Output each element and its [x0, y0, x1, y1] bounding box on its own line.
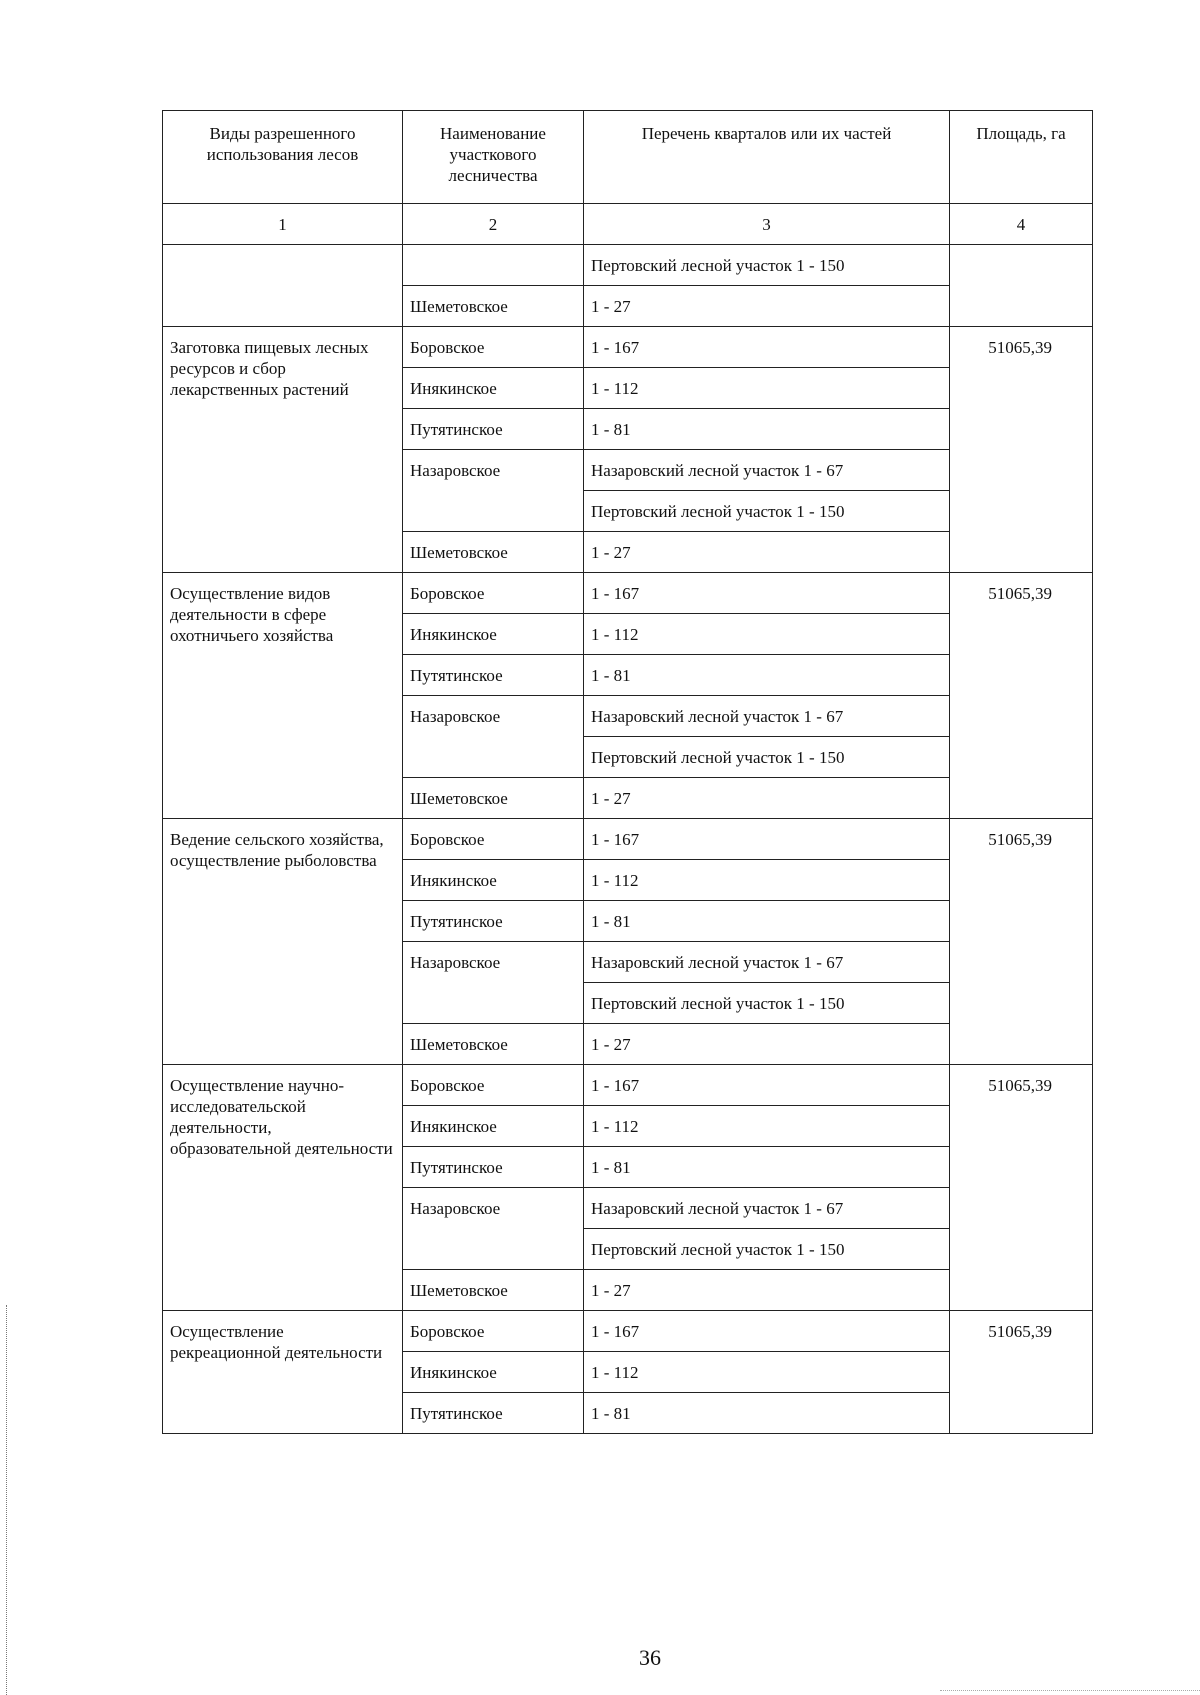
forestry-cell: Шеметовское: [403, 532, 584, 573]
quarters-cell: Пертовский лесной участок 1 - 150: [584, 245, 950, 286]
table-row: [163, 327, 1093, 368]
quarters-cell: 1 - 27: [584, 778, 950, 819]
quarters-cell: 1 - 27: [584, 286, 950, 327]
quarters-cell: 1 - 112: [584, 1352, 950, 1393]
quarters-cell: 1 - 81: [584, 1147, 950, 1188]
quarters-cell: 1 - 167: [584, 1311, 950, 1352]
column-number: 3: [584, 204, 950, 245]
quarters-cell: 1 - 27: [584, 1024, 950, 1065]
forestry-cell: Путятинское: [403, 1393, 584, 1434]
use-type-cell: Заготовка пищевых лесных ресурсов и сбор лекарственных растений: [163, 327, 403, 573]
quarters-cell: 1 - 167: [584, 327, 950, 368]
quarters-cell: 1 - 81: [584, 1393, 950, 1434]
area-cell: [950, 245, 1093, 327]
quarters-cell: Назаровский лесной участок 1 - 67: [584, 450, 950, 491]
quarters-cell: 1 - 27: [584, 532, 950, 573]
forestry-cell: Инякинское: [403, 860, 584, 901]
header-forestry: Наименование участкового лесничества: [403, 111, 584, 204]
quarters-cell: 1 - 81: [584, 901, 950, 942]
forestry-cell: Назаровское: [403, 942, 584, 1024]
table-row: [163, 1311, 1093, 1352]
forestry-cell: Шеметовское: [403, 778, 584, 819]
column-number: 1: [163, 204, 403, 245]
use-type-cell: Осуществление научно-исследовательской деятельности, образовательной деятельности: [163, 1065, 403, 1311]
quarters-cell: 1 - 112: [584, 860, 950, 901]
header-area: Площадь, га: [950, 111, 1093, 204]
quarters-cell: Пертовский лесной участок 1 - 150: [584, 983, 950, 1024]
area-cell: 51065,39: [950, 573, 1093, 819]
scan-edge-mark: [6, 1305, 8, 1695]
forestry-cell: Путятинское: [403, 1147, 584, 1188]
header-quarters: Перечень кварталов или их частей: [584, 111, 950, 204]
forestry-cell: Инякинское: [403, 614, 584, 655]
forestry-cell: Путятинское: [403, 901, 584, 942]
forestry-cell: Инякинское: [403, 368, 584, 409]
forestry-cell: Путятинское: [403, 655, 584, 696]
forestry-cell: Назаровское: [403, 450, 584, 532]
header-row: [163, 111, 1093, 204]
use-type-cell: Ведение сельского хозяйства, осуществление рыболовства: [163, 819, 403, 1065]
forestry-cell: Боровское: [403, 1311, 584, 1352]
quarters-cell: 1 - 167: [584, 573, 950, 614]
forestry-cell: Шеметовское: [403, 286, 584, 327]
header-use-type: Виды разрешенного использования лесов: [163, 111, 403, 204]
area-cell: 51065,39: [950, 1065, 1093, 1311]
column-number: 4: [950, 204, 1093, 245]
scan-edge-mark: [940, 1690, 1200, 1692]
page-number: 36: [639, 1645, 661, 1670]
forestry-cell: Боровское: [403, 819, 584, 860]
column-number-row: [163, 204, 1093, 245]
forestry-cell: Шеметовское: [403, 1024, 584, 1065]
table-row: [163, 1065, 1093, 1106]
area-cell: 51065,39: [950, 327, 1093, 573]
forestry-cell: Боровское: [403, 573, 584, 614]
table-row: [163, 245, 1093, 286]
quarters-cell: 1 - 167: [584, 1065, 950, 1106]
quarters-cell: 1 - 112: [584, 368, 950, 409]
quarters-cell: Пертовский лесной участок 1 - 150: [584, 737, 950, 778]
forestry-cell: Назаровское: [403, 1188, 584, 1270]
quarters-cell: 1 - 112: [584, 1106, 950, 1147]
quarters-cell: 1 - 27: [584, 1270, 950, 1311]
forest-use-table: [162, 110, 1093, 1434]
forestry-cell: Инякинское: [403, 1352, 584, 1393]
use-type-cell: Осуществление видов деятельности в сфере охотничьего хозяйства: [163, 573, 403, 819]
quarters-cell: 1 - 167: [584, 819, 950, 860]
forestry-cell: Боровское: [403, 327, 584, 368]
area-cell: 51065,39: [950, 1311, 1093, 1434]
forestry-cell: Шеметовское: [403, 1270, 584, 1311]
quarters-cell: 1 - 81: [584, 409, 950, 450]
forestry-cell: Инякинское: [403, 1106, 584, 1147]
quarters-cell: Назаровский лесной участок 1 - 67: [584, 1188, 950, 1229]
area-cell: 51065,39: [950, 819, 1093, 1065]
quarters-cell: Пертовский лесной участок 1 - 150: [584, 1229, 950, 1270]
table-row: [163, 819, 1093, 860]
quarters-cell: Пертовский лесной участок 1 - 150: [584, 491, 950, 532]
table-row: [163, 573, 1093, 614]
quarters-cell: Назаровский лесной участок 1 - 67: [584, 696, 950, 737]
quarters-cell: Назаровский лесной участок 1 - 67: [584, 942, 950, 983]
quarters-cell: 1 - 112: [584, 614, 950, 655]
quarters-cell: 1 - 81: [584, 655, 950, 696]
forestry-cell: [403, 245, 584, 286]
column-number: 2: [403, 204, 584, 245]
use-type-cell: [163, 245, 403, 327]
use-type-cell: Осуществление рекреационной деятельности: [163, 1311, 403, 1434]
forestry-cell: Боровское: [403, 1065, 584, 1106]
forestry-cell: Путятинское: [403, 409, 584, 450]
forestry-cell: Назаровское: [403, 696, 584, 778]
